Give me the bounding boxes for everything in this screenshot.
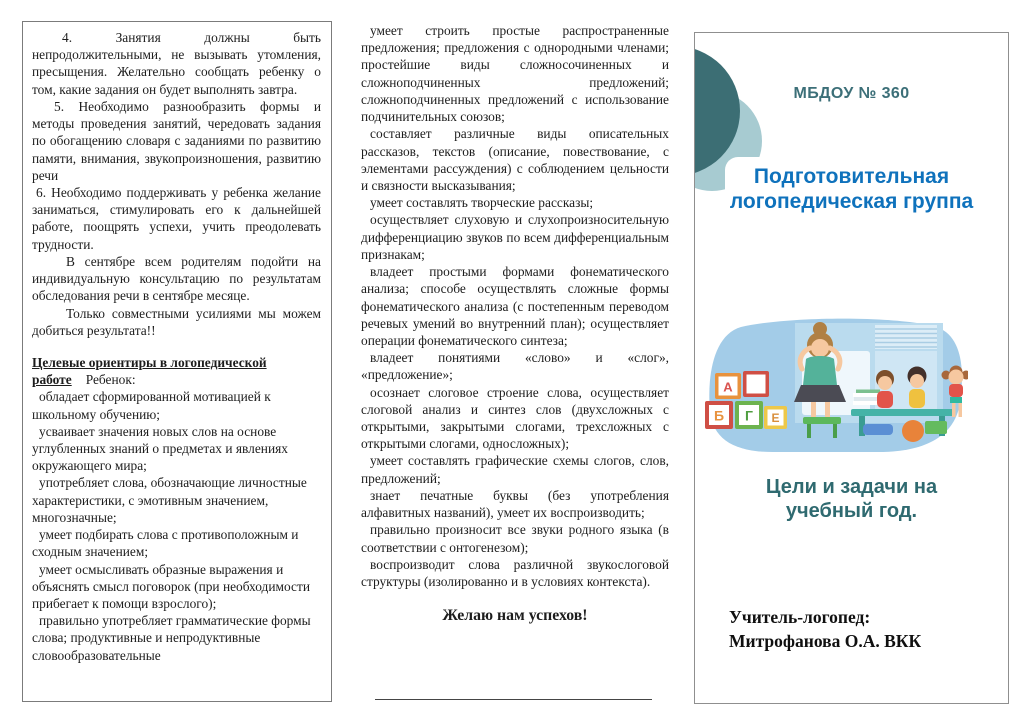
closing-wish: Желаю нам успехов!: [442, 607, 588, 625]
targets-heading: [32, 354, 321, 388]
list-item: воспроизводит слова различной звукослоговой структуры (изолированно и в условиях контекста).: [361, 556, 669, 589]
targets-heading-text: Целевые ориентиры в логопедической работе: [32, 354, 267, 388]
targets-heading-suffix: Ребенок:: [85, 372, 136, 388]
list-item: правильно употребляет грамматические формы слова; продуктивные и непродуктивные словообразовательные: [32, 613, 311, 663]
list-item: умеет составлять творческие рассказы;: [370, 195, 594, 211]
stool-green: [925, 421, 947, 434]
block-letter-b: Б: [713, 407, 725, 424]
list-item: усваивает значения новых слов на основе углубленных знаний о предметах и явлениях окружающего мира;: [32, 423, 288, 474]
classroom-illustration: [703, 313, 968, 458]
list-item: обладает сформированной мотивацией к школьному обучению;: [32, 389, 271, 422]
list-item: осознает слоговое строение слова, осуществляет слоговой анализ и синтез слов (двухсложных с открытыми, закрытыми слогами, трехсложных с открытыми слогами, односложных);: [361, 384, 669, 452]
list-item: умеет подбирать слова с противоположным и сходным значением;: [32, 527, 299, 560]
list-item: владеет простыми формами фонематического анализа; способе осуществлять сложные формы фонематического анализа (с постепенным переводом речевых умений во внутренний план); осуществляет операции фонематического синтеза;: [361, 264, 669, 348]
teacher-label: Учитель-логопед:: [729, 607, 871, 627]
middle-column: [361, 22, 669, 627]
cover-title: Подготовительная логопедическая группа: [729, 165, 974, 213]
cover-subtitle: Цели и задачи на учебный год.: [765, 476, 938, 522]
teacher-signature: [729, 605, 921, 653]
list-item: составляет различные виды описательных рассказов, текстов (описание, повествование, с элементами рассуждения) с соблюдением цельности и связности высказывания;: [361, 126, 669, 193]
list-item: умеет составлять графические схемы слогов, слов, предложений;: [361, 453, 669, 486]
left-column: [22, 21, 332, 702]
list-item: умеет осмысливать образные выражения и объяснять смысл поговорок (при необходимости прибегает к помощи взрослого);: [32, 561, 310, 611]
teacher-name: Митрофанова О.А. ВКК: [729, 631, 922, 651]
toy-blue: [863, 424, 893, 435]
cover-panel: [694, 32, 1009, 704]
signature-line: [375, 699, 652, 700]
block-letter-g: Г: [745, 407, 753, 424]
list-item: осуществляет слуховую и слухопроизносительную дифференциацию звуков по всем дифференциальным признакам;: [361, 212, 669, 262]
list-item: знает печатные буквы (без употребления алфавитных названий), умеет их воспроизводить;: [361, 487, 669, 521]
ball: [902, 420, 924, 442]
paragraph-5: 5. Необходимо разнообразить формы и методы проведения занятий, чередовать задания по обогащению словаря с заданиями по развитию памяти, внимания, звукопроизношения, развитию речи: [32, 98, 321, 183]
block-letter-a: А: [723, 379, 733, 395]
paragraph-6: 6. Необходимо поддерживать у ребенка желание заниматься, стимулировать его к дальнейшей работе, поощрять успехи, учить преодолевать трудности.: [32, 184, 321, 252]
block-letter-e: Е: [771, 411, 780, 425]
paragraph-september: В сентябре всем родителям подойти на индивидуальную консультацию по результатам обследования речи в сентябре месяце.: [32, 253, 321, 304]
list-item: правильно произносит все звуки родного языка (в соответствии с онтогенезом);: [361, 522, 669, 555]
list-item: владеет понятиями «слово» и «слог», «предложение»;: [361, 350, 669, 383]
list-item: умеет строить простые распространенные предложения; предложения с однородными членами; простейшие виды сложносочиненных и сложноподчиненных предложений; сложноподчиненных предложений с использование подчинительных союзов;: [361, 23, 669, 125]
paragraph-4: 4. Занятия должны быть непродолжительными, не вызывать утомления, пресыщения. Желательно сообщать ребенку о том, какие задания он будет выполнять завтра.: [32, 30, 321, 97]
organization-name: МБДОУ № 360: [793, 85, 910, 102]
list-item: употребляет слова, обозначающие личностные характеристики, с эмотивным значением, многозначные;: [32, 475, 307, 525]
paragraph-joint-effort: Только совместными усилиями мы можем добиться результата!!: [32, 305, 321, 338]
